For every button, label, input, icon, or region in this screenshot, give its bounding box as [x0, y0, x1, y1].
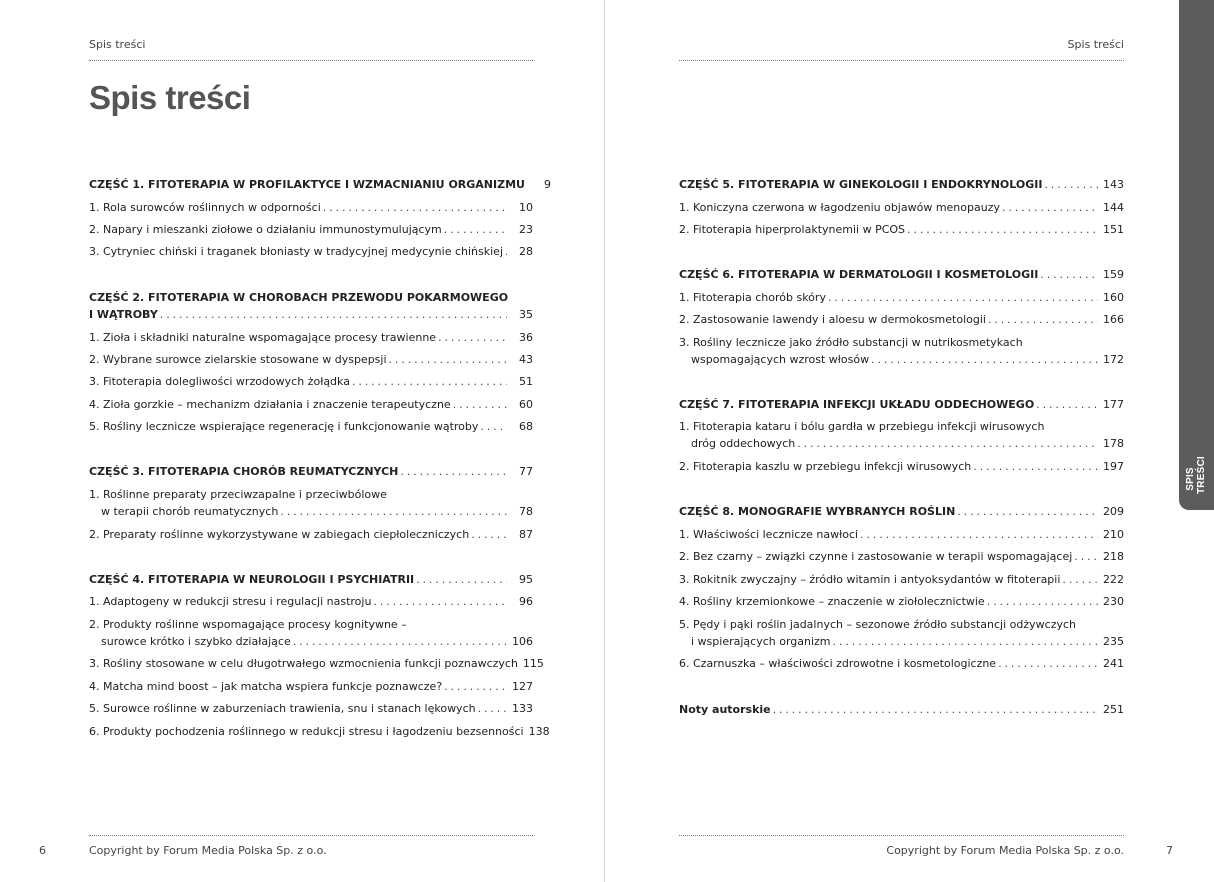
toc-entry[interactable] [89, 526, 533, 543]
toc-title-line1: CZĘŚĆ 2. FITOTERAPIA W CHOROBACH PRZEWODU POKARMOWEGO [89, 291, 509, 304]
toc-part-5[interactable] [679, 176, 1124, 193]
section-side-tab [1179, 0, 1214, 510]
toc-page: 143 [1103, 178, 1124, 191]
dot-leader [971, 458, 1098, 475]
toc-title: 2. Preparaty roślinne wykorzystywane w zabiegach ciepłoleczniczych [89, 528, 470, 541]
header-rule-right [679, 60, 1124, 61]
toc-page: 115 [522, 657, 544, 670]
toc-page: 35 [519, 308, 533, 321]
dot-leader [387, 351, 507, 368]
toc-title: 3. Cytryniec chiński i traganek błoniasty w tradycyjnej medycynie chińskiej [89, 245, 504, 258]
dot-leader [442, 678, 507, 695]
toc-title-line2: dróg oddechowych [691, 437, 796, 450]
toc-entry[interactable] [89, 655, 544, 672]
toc-title: 1. Rola surowców roślinnych w odporności [89, 201, 321, 214]
toc-page: 36 [519, 331, 533, 344]
toc-page: 159 [1103, 268, 1124, 281]
dot-leader [1038, 266, 1098, 283]
dot-leader [278, 503, 507, 520]
left-page [0, 0, 604, 882]
toc-part-7[interactable] [679, 396, 1124, 413]
toc-page: 241 [1103, 657, 1124, 670]
toc-title: 4. Rośliny krzemionkowe – znaczenie w ziołolecznictwie [679, 595, 985, 608]
toc-entry[interactable] [89, 199, 533, 216]
dot-leader [795, 435, 1098, 452]
right-page [605, 0, 1214, 882]
toc-page: 230 [1103, 595, 1124, 608]
toc-title: 1. Adaptogeny w redukcji stresu i regulacji nastroju [89, 595, 372, 608]
toc-title: CZĘŚĆ 8. MONOGRAFIE WYBRANYCH ROŚLIN [679, 505, 956, 518]
toc-page: 60 [519, 398, 533, 411]
toc-page: 144 [1103, 201, 1124, 214]
toc-title-line1: 3. Rośliny lecznicze jako źródło substancji w nutrikosmetykach [679, 336, 1023, 349]
running-head-right: Spis treści [1067, 38, 1124, 51]
dot-leader [414, 571, 507, 588]
toc-entry[interactable] [679, 548, 1124, 565]
toc-title: 2. Fitoterapia hiperprolaktynemii w PCOS [679, 223, 906, 236]
toc-title: 2. Bez czarny – związki czynne i zastosowanie w terapii wspomagającej [679, 550, 1073, 563]
dot-leader [371, 593, 507, 610]
toc-entry[interactable] [89, 373, 533, 390]
toc-page: 166 [1103, 313, 1124, 326]
toc-page: 210 [1103, 528, 1124, 541]
toc-page: 10 [519, 201, 533, 214]
dot-leader [985, 593, 1098, 610]
toc-part-6[interactable] [679, 266, 1124, 283]
toc-page: 68 [519, 420, 533, 433]
toc-entry[interactable] [679, 311, 1124, 328]
toc-title-line1: 1. Fitoterapia kataru i bólu gardła w przebiegu infekcji wirusowych [679, 420, 1045, 433]
toc-title: 2. Zastosowanie lawendy i aloesu w dermokosmetologii [679, 313, 986, 326]
toc-page: 43 [519, 353, 533, 366]
dot-leader [350, 373, 507, 390]
dot-leader [955, 503, 1098, 520]
toc-page: 209 [1103, 505, 1124, 518]
toc-page: 28 [519, 245, 533, 258]
dot-leader [469, 526, 507, 543]
dot-leader [1042, 176, 1098, 193]
toc-entry[interactable] [89, 329, 533, 346]
footer-copyright-left: Copyright by Forum Media Polska Sp. z o.o. [89, 844, 327, 857]
dot-leader [451, 396, 507, 413]
toc-page: 218 [1103, 550, 1124, 563]
toc-title-line1: 1. Roślinne preparaty przeciwzapalne i przeciwbólowe [89, 488, 387, 501]
toc-entry[interactable] [679, 526, 1124, 543]
toc-page: 127 [512, 680, 533, 693]
dot-leader [996, 655, 1098, 672]
footer-rule-right [679, 835, 1124, 836]
page-number-right: 7 [1166, 844, 1173, 857]
toc-part-8[interactable] [679, 503, 1124, 520]
dot-leader [1072, 548, 1098, 565]
toc-title-line2: surowce krótko i szybko działające [101, 635, 291, 648]
footer-copyright-right: Copyright by Forum Media Polska Sp. z o.o. [886, 844, 1124, 857]
toc-title: CZĘŚĆ 3. FITOTERAPIA CHORÓB REUMATYCZNYCH [89, 465, 399, 478]
toc-entry[interactable] [679, 199, 1124, 216]
toc-title: 3. Rokitnik zwyczajny – źródło witamin i antyoksydantów w fitoterapii [679, 573, 1061, 586]
toc-title: 2. Napary i mieszanki ziołowe o działaniu immunostymulującym [89, 223, 442, 236]
toc-page: 172 [1103, 353, 1124, 366]
toc-entry[interactable] [679, 616, 1124, 650]
toc-entry[interactable] [679, 593, 1124, 610]
header-rule-left [89, 60, 533, 61]
dot-leader [826, 289, 1098, 306]
dot-leader [442, 221, 507, 238]
toc-page: 77 [519, 465, 533, 478]
toc-page: 177 [1103, 398, 1124, 411]
footer-rule-left [89, 835, 533, 836]
toc-page: 78 [519, 505, 533, 518]
toc-page: 160 [1103, 291, 1124, 304]
dot-leader [476, 700, 507, 717]
toc-entry[interactable] [89, 351, 533, 368]
toc-entry[interactable] [679, 221, 1124, 238]
toc-title-line2: i wspierających organizm [691, 635, 831, 648]
toc-entry[interactable] [679, 418, 1124, 452]
toc-page: 235 [1103, 635, 1124, 648]
toc-title: CZĘŚĆ 7. FITOTERAPIA INFEKCJI UKŁADU ODDECHOWEGO [679, 398, 1035, 411]
dot-leader [478, 418, 507, 435]
toc-title: 2. Fitoterapia kaszlu w przebiegu infekcji wirusowych [679, 460, 972, 473]
toc-entry[interactable] [89, 593, 533, 610]
dot-leader [1034, 396, 1098, 413]
toc-title: CZĘŚĆ 4. FITOTERAPIA W NEUROLOGII I PSYCHIATRII [89, 573, 415, 586]
toc-page: 106 [512, 635, 533, 648]
toc-title-line2: wspomagających wzrost włosów [691, 353, 870, 366]
toc-title: Noty autorskie [679, 703, 771, 716]
dot-leader [905, 221, 1098, 238]
toc-page: 251 [1103, 703, 1124, 716]
toc-title: 1. Właściwości lecznicze nawłoci [679, 528, 859, 541]
toc-part-3[interactable] [89, 463, 533, 480]
toc-entry[interactable] [89, 723, 550, 740]
toc-page: 51 [519, 375, 533, 388]
toc-title-line1: 2. Produkty roślinne wspomagające procesy kognitywne – [89, 618, 407, 631]
dot-leader [321, 199, 507, 216]
toc-title-line1: 5. Pędy i pąki roślin jadalnych – sezonowe źródło substancji odżywczych [679, 618, 1076, 631]
toc-page: 96 [519, 595, 533, 608]
dot-leader [831, 633, 1098, 650]
toc-title: 2. Wybrane surowce zielarskie stosowane w dyspepsji [89, 353, 387, 366]
toc-title: 5. Rośliny lecznicze wspierające regenerację i funkcjonowanie wątroby [89, 420, 479, 433]
toc-page: 95 [519, 573, 533, 586]
toc-page: 138 [528, 725, 550, 738]
toc-title: 5. Surowce roślinne w zaburzeniach trawienia, snu i stanach lękowych [89, 702, 476, 715]
toc-page: 9 [543, 178, 551, 191]
dot-leader [398, 463, 507, 480]
toc-page: 151 [1103, 223, 1124, 236]
dot-leader [869, 351, 1098, 368]
toc-part-2[interactable] [89, 289, 533, 323]
toc-page: 222 [1103, 573, 1124, 586]
toc-page: 133 [512, 702, 533, 715]
toc-entry[interactable] [89, 221, 533, 238]
dot-leader [858, 526, 1098, 543]
toc-entry[interactable] [679, 655, 1124, 672]
toc-part-4[interactable] [89, 571, 533, 588]
dot-leader [986, 311, 1098, 328]
toc-entry[interactable] [89, 396, 533, 413]
toc-page: 197 [1103, 460, 1124, 473]
toc-entry[interactable] [89, 243, 533, 260]
toc-entry[interactable] [89, 418, 533, 435]
dot-leader [158, 306, 507, 323]
page-number-left: 6 [39, 844, 46, 857]
toc-title-line2: w terapii chorób reumatycznych [101, 505, 279, 518]
toc-title: 4. Zioła gorzkie – mechanizm działania i znaczenie terapeutyczne [89, 398, 451, 411]
dot-leader [1000, 199, 1098, 216]
toc-title: 3. Rośliny stosowane w celu długotrwałego wzmocnienia funkcji poznawczych [89, 657, 518, 670]
dot-leader [291, 633, 507, 650]
toc-title: 1. Fitoterapia chorób skóry [679, 291, 826, 304]
toc-title-line2: I WĄTROBY [89, 308, 158, 321]
toc-page: 178 [1103, 437, 1124, 450]
toc-entry[interactable] [89, 486, 533, 520]
toc-entry[interactable] [679, 334, 1124, 368]
toc-page: 23 [519, 223, 533, 236]
toc-title: 6. Produkty pochodzenia roślinnego w redukcji stresu i łagodzeniu bezsenności [89, 725, 524, 738]
dot-leader [1060, 571, 1098, 588]
toc-entry[interactable] [89, 700, 533, 717]
toc-entry[interactable] [89, 678, 533, 695]
toc-entry[interactable] [679, 458, 1124, 475]
toc-title: CZĘŚĆ 6. FITOTERAPIA W DERMATOLOGII I KOSMETOLOGII [679, 268, 1039, 281]
toc-entry[interactable] [679, 571, 1124, 588]
side-tab-label: SPIS TREŚCI [1185, 456, 1207, 494]
toc-title: 3. Fitoterapia dolegliwości wrzodowych żołądka [89, 375, 350, 388]
toc-title: 1. Koniczyna czerwona w łagodzeniu objawów menopauzy [679, 201, 1000, 214]
toc-title: CZĘŚĆ 1. FITOTERAPIA W PROFILAKTYCE I WZMACNIANIU ORGANIZMU [89, 178, 525, 191]
toc-entry[interactable] [89, 616, 533, 650]
toc-page: 87 [519, 528, 533, 541]
dot-leader [436, 329, 507, 346]
toc-title: 6. Czarnuszka – właściwości zdrowotne i kosmetologiczne [679, 657, 997, 670]
toc-entry[interactable] [679, 289, 1124, 306]
toc-part-1[interactable] [89, 176, 551, 193]
page-title: Spis treści [89, 79, 251, 116]
toc-title: 1. Zioła i składniki naturalne wspomagające procesy trawienne [89, 331, 437, 344]
toc-title: 4. Matcha mind boost – jak matcha wspiera funkcje poznawcze? [89, 680, 443, 693]
running-head-left: Spis treści [89, 38, 146, 51]
dot-leader [771, 701, 1098, 718]
toc-title: CZĘŚĆ 5. FITOTERAPIA W GINEKOLOGII I ENDOKRYNOLOGII [679, 178, 1043, 191]
toc-author-notes[interactable] [679, 701, 1124, 718]
